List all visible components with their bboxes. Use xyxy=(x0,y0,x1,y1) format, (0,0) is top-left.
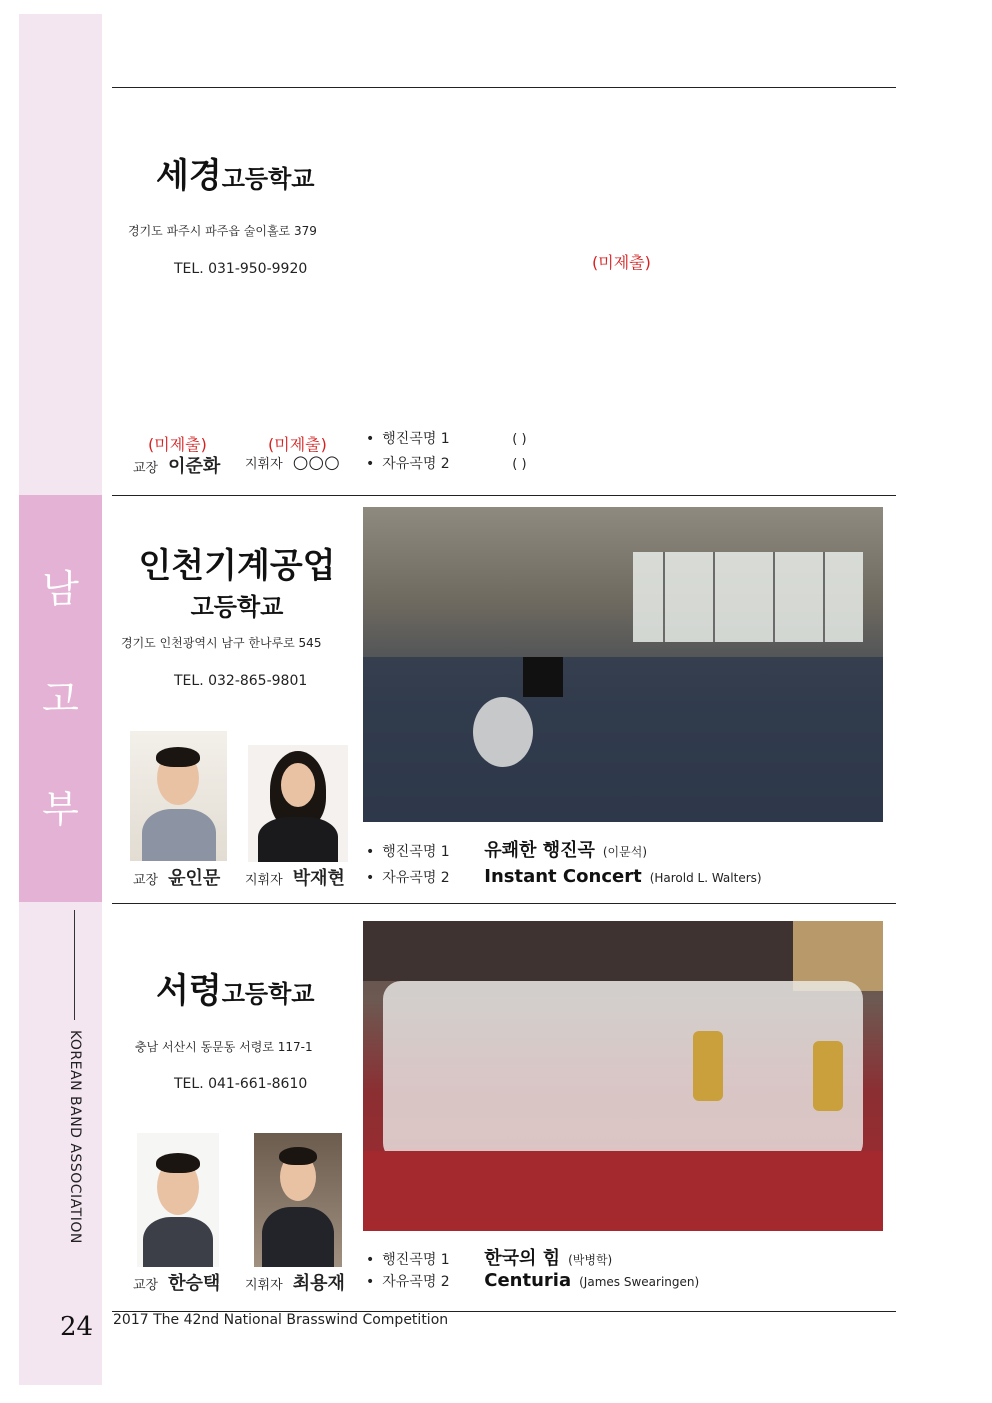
photo-not-submitted: (미제출) xyxy=(592,253,651,272)
conductor-photo xyxy=(254,1133,342,1267)
band-photo xyxy=(363,921,883,1231)
top-divider xyxy=(112,87,896,88)
section-divider xyxy=(112,903,896,904)
free-piece: • 자유곡명 2 ( ) xyxy=(366,456,527,472)
page-number: 24 xyxy=(60,1312,94,1342)
conductor: 지휘자 최용재 xyxy=(245,1273,345,1294)
conductor-photo xyxy=(248,745,348,862)
band-photo xyxy=(363,507,883,822)
school-address: 충남 서산시 동문동 서령로 117-1 xyxy=(135,1040,313,1054)
school-title: 세경고등학교 xyxy=(156,156,315,196)
school-tel: TEL. 041-661-8610 xyxy=(174,1076,308,1092)
footer-text: 2017 The 42nd National Brasswind Competition xyxy=(113,1312,449,1328)
conductor-photo-note: (미제출) xyxy=(268,435,327,454)
principal: 교장 이준화 xyxy=(133,456,221,477)
school-title: 서령고등학교 xyxy=(156,971,315,1011)
principal-photo xyxy=(137,1133,219,1267)
school-title: 인천기계공업 고등학교 xyxy=(138,546,336,621)
school-address: 경기도 인천광역시 남구 한나루로 545 xyxy=(121,636,322,650)
principal-photo-note: (미제출) xyxy=(148,435,207,454)
march-piece: • 행진곡명 1 ( ) xyxy=(366,431,527,447)
march-piece: • 행진곡명 1 한국의 힘 (박병학) xyxy=(366,1248,613,1269)
sidebar-char-2: 고 xyxy=(42,677,79,721)
association-label: KOREAN BAND ASSOCIATION xyxy=(67,1030,83,1244)
sidebar-char-1: 남 xyxy=(42,567,79,611)
march-piece: • 행진곡명 1 유쾌한 행진곡 (이문석) xyxy=(366,840,648,861)
school-tel: TEL. 031-950-9920 xyxy=(174,261,308,277)
principal-photo xyxy=(130,731,227,861)
school-tel: TEL. 032-865-9801 xyxy=(174,673,308,689)
school-address: 경기도 파주시 파주읍 술이홀로 379 xyxy=(128,224,317,238)
conductor: 지휘자 박재현 xyxy=(245,868,345,889)
free-piece: • 자유곡명 2 Instant Concert (Harold L. Walters) xyxy=(366,866,762,887)
free-piece: • 자유곡명 2 Centuria (James Swearingen) xyxy=(366,1270,700,1291)
conductor: 지휘자 ○○○ xyxy=(245,452,340,473)
sidebar-char-3: 부 xyxy=(42,787,79,831)
section-divider xyxy=(112,495,896,496)
sidebar-divider xyxy=(74,910,75,1020)
principal: 교장 한승택 xyxy=(133,1273,221,1294)
principal: 교장 윤인문 xyxy=(133,868,221,889)
